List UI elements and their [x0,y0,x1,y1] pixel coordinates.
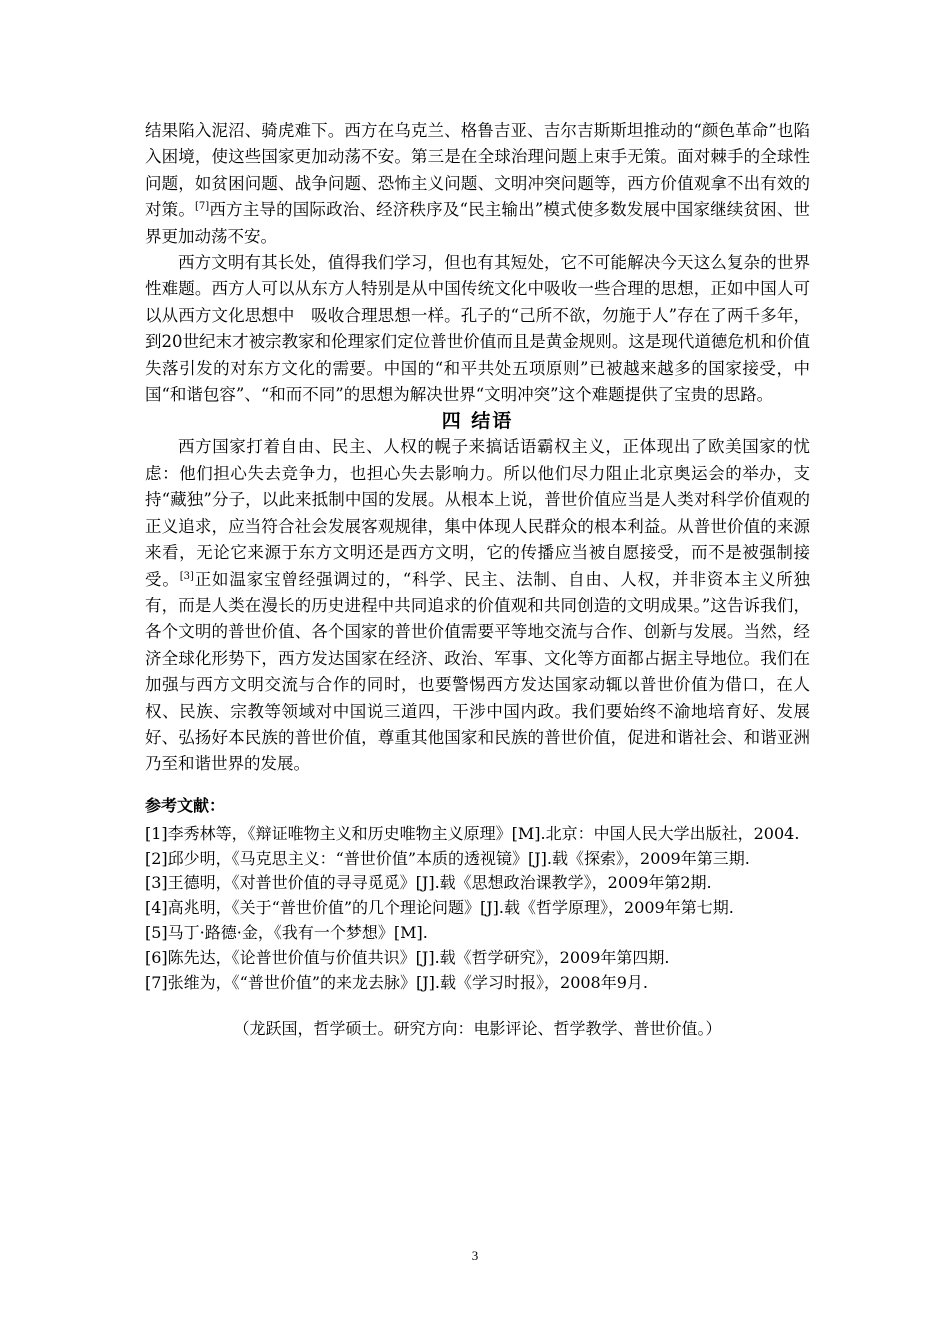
document-page [145,118,810,1041]
references-title: 参考文献： [145,795,226,815]
reference-item: [1]李秀林等，《辩证唯物主义和历史唯物主义原理》[M].北京：中国人民大学出版社，2004. [145,823,800,843]
reference-item: [2]邱少明，《马克思主义：“普世价值”本质的透视镜》[J].载《探索》，2009年第三期. [145,848,750,868]
paragraph-text: 结果陷入泥沼、骑虎难下。西方在乌克兰、格鲁吉亚、吉尔吉斯斯坦推动的“颜色革命”也陷入困境，使这些国家更加动荡不安。第三是在全球治理问题上束手无策。面对棘手的全球性问题，如贫困问题、战争问题、恐怖主义问题、文明冲突问题等，西方价值观拿不出有效的对策。 [145,121,810,220]
reference-item: [6]陈先达，《论普世价值与价值共识》[J].载《哲学研究》，2009年第四期. [145,947,670,967]
section-title: 四 结语 [441,410,514,433]
page-number: 3 [471,1248,479,1263]
paragraph-text: 西方国家打着自由、民主、人权的幌子来搞话语霸权主义，正体现出了欧美国家的忧虑：他们担心失去竞争力，也担心失去影响力。所以他们尽力阻止北京奥运会的举办，支持“藏独”分子，以此来抵制中国的发展。从根本上说，普世价值应当是人类对科学价值观的正义追求，应当符合社会发展客观规律，集中体现人民群众的根本利益。从普世价值的来源来看，无论它来源于东方文明还是西方文明，它的传播应当被自愿接受，而不是被强制接受。 [145,437,810,589]
paragraph-text: 正如温家宝曾经强调过的，“科学、民主、法制、自由、人权，并非资本主义所独有，而是人类在漫长的历史进程中共同追求的价值观和共同创造的文明成果。”这告诉我们，各个文明的普世价值、各个国家的普世价值需要平等地交流与合作、创新与发展。当然，经济全球化形势下，西方发达国家在经济、政治、军事、文化等方面都占据主导地位。我们在加强与西方文明交流与合作的同时，也要警惕西方发达国家动辄以普世价值为借口，在人权、民族、宗教等领域对中国说三道四，干涉中国内政。我们要始终不渝地培育好、发展好、弘扬好本民族的普世价值，尊重其他国家和民族的普世价值，促进和谐社会、和谐亚洲乃至和谐世界的发展。 [145,569,811,774]
reference-item: [7]张维为，《“普世价值”的来龙去脉》[J].载《学习时报》，2008年9月. [145,972,648,992]
body-paragraph-2: 西方文明有其长处，值得我们学习，但也有其短处，它不可能解决今天这么复杂的世界性难题。西方人可以从东方人特别是从中国传统文化中吸收一些合理的思想，正如中国人可以从西方文化思想中 吸收合理思想一样。孔子的“己所不欲，勿施于人”存在了两千多年，到20世纪末才被宗教家和伦理家们定位普世价值而且是黄金规则。这是现代道德危机和价值失落引发的对东方文化的需要。中国的“和平共处五项原则”已被越来越多的国家接受，中国“和谐包容”、“和而不同”的思想为解决世界“文明冲突”这个难题提供了宝贵的思路。 [145,253,810,405]
reference-item: [5]马丁·路德·金，《我有一个梦想》[M]. [145,922,428,942]
body-paragraph-3 [145,434,810,777]
reference-item: [3]王德明，《对普世价值的寻寻觅觅》[J].载《思想政治课教学》，2009年第2期. [145,873,712,893]
citation-marker: [3] [179,570,194,582]
reference-item: [4]高兆明，《关于“普世价值”的几个理论问题》[J].载《哲学原理》，2009年第七期. [145,898,734,918]
author-note: （龙跃国，哲学硕士。研究方向：电影评论、哲学教学、普世价值。） [233,1019,722,1039]
references-list [145,822,810,996]
body-paragraph-1 [145,118,810,250]
paragraph-text: 西方主导的国际政治、经济秩序及“民主输出”模式使多数发展中国家继续贫困、世界更加动荡不安。 [145,200,811,246]
citation-marker: [7] [195,201,210,213]
